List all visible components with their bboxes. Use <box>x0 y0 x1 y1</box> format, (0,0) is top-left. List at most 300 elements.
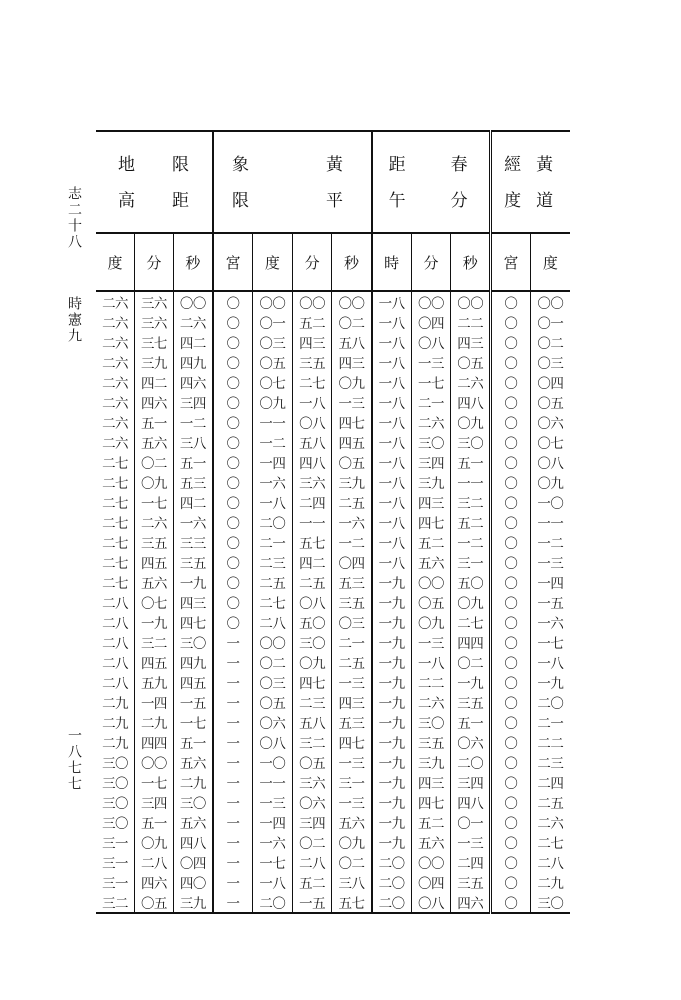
table-cell: 二〇 <box>372 852 412 872</box>
table-cell: 〇九 <box>332 832 372 852</box>
table-cell: 四六 <box>173 372 213 392</box>
table-cell: 一九 <box>372 712 412 732</box>
table-cell: 〇 <box>213 312 253 332</box>
table-cell: 三五 <box>411 732 451 752</box>
table-cell: 三九 <box>135 352 174 372</box>
table-cell: 二六 <box>411 412 451 432</box>
table-cell: 一三 <box>332 792 372 812</box>
table-cell: 〇 <box>491 332 531 352</box>
table-cell: 〇 <box>491 752 531 772</box>
table-cell: 〇九 <box>451 592 491 612</box>
table-cell: 二八 <box>102 616 129 632</box>
group-char: 限 <box>172 155 189 175</box>
table-cell: 二七 <box>530 832 570 852</box>
table-row <box>96 772 570 792</box>
group-char: 經 <box>504 155 521 175</box>
table-cell: 〇八 <box>411 332 451 352</box>
table-cell: 二八 <box>135 852 174 872</box>
table-cell: 〇〇 <box>292 291 332 312</box>
table-cell: 一九 <box>372 812 412 832</box>
table-row <box>96 812 570 832</box>
group-header-quadrant <box>213 131 372 233</box>
table-cell: 一六 <box>530 612 570 632</box>
table-cell: 五一 <box>135 812 174 832</box>
table-cell: 二六 <box>102 316 129 332</box>
table-cell: 二五 <box>332 492 372 512</box>
table-cell: 一八 <box>530 652 570 672</box>
column-header: 秒 <box>173 233 213 291</box>
table-cell: 三〇 <box>530 892 570 913</box>
table-cell: 〇 <box>491 432 531 452</box>
table-cell: 四三 <box>411 772 451 792</box>
table-cell: 二三 <box>292 692 332 712</box>
table-cell: 〇 <box>213 432 253 452</box>
table-cell: 五二 <box>411 532 451 552</box>
table-row <box>96 452 570 472</box>
table-cell: 二八 <box>102 676 129 692</box>
table-cell: 四三 <box>173 592 213 612</box>
table-cell: 五二 <box>292 872 332 892</box>
table-cell: 五二 <box>292 312 332 332</box>
table-cell: 〇 <box>491 852 531 872</box>
group-char: 平 <box>325 191 343 211</box>
column-header: 分 <box>135 233 174 291</box>
table-cell: 二一 <box>411 392 451 412</box>
table-cell: 〇六 <box>292 792 332 812</box>
table-row <box>96 672 570 692</box>
table-cell: 三五 <box>135 532 174 552</box>
table-row <box>96 492 570 512</box>
table-cell: 一 <box>213 632 253 652</box>
table-cell: 五六 <box>173 812 213 832</box>
table-cell: 四三 <box>332 352 372 372</box>
table-cell: 一二 <box>173 412 213 432</box>
table-cell: 一九 <box>530 672 570 692</box>
table-row <box>96 732 570 752</box>
table-cell: 〇 <box>213 532 253 552</box>
margin-section-label: 時憲九 <box>66 296 82 344</box>
table-row <box>96 552 570 572</box>
table-cell: 〇 <box>491 812 531 832</box>
table-cell: 〇二 <box>135 452 174 472</box>
table-cell: 二一 <box>530 712 570 732</box>
table-cell: 一 <box>213 652 253 672</box>
table-cell: 〇 <box>213 291 253 312</box>
table-cell: 〇五 <box>530 392 570 412</box>
table-cell: 〇九 <box>135 832 174 852</box>
table-cell: 一 <box>213 792 253 812</box>
table-cell: 五一 <box>173 452 213 472</box>
table-cell: 一四 <box>530 572 570 592</box>
table-cell: 一 <box>213 872 253 892</box>
table-cell: 〇二 <box>332 312 372 332</box>
table-cell: 三五 <box>332 592 372 612</box>
table-cell: 二六 <box>102 356 129 372</box>
table-cell: 〇 <box>491 772 531 792</box>
table-cell: 二八 <box>102 656 129 672</box>
table-row <box>96 612 570 632</box>
group-char: 象 <box>231 155 249 175</box>
table-cell: 一八 <box>372 291 412 312</box>
table-cell: 二五 <box>530 792 570 812</box>
table-cell: 二七 <box>102 536 129 552</box>
group-char: 距 <box>172 191 189 211</box>
table-row <box>96 432 570 452</box>
table-row <box>96 372 570 392</box>
table-cell: 一 <box>213 752 253 772</box>
table-cell: 〇 <box>491 512 531 532</box>
table-row <box>96 632 570 652</box>
table-cell: 三〇 <box>173 632 213 652</box>
table-cell: 三四 <box>173 392 213 412</box>
table-cell: 〇 <box>491 392 531 412</box>
table-cell: 〇三 <box>530 352 570 372</box>
table-cell: 〇九 <box>292 652 332 672</box>
table-cell: 五六 <box>135 572 174 592</box>
table-cell: 〇 <box>491 872 531 892</box>
table-cell: 四七 <box>332 732 372 752</box>
group-char: 黃 <box>325 155 343 175</box>
table-cell: 一七 <box>135 772 174 792</box>
table-cell: 二一 <box>253 532 293 552</box>
table-cell: 〇八 <box>530 452 570 472</box>
table-cell: 一九 <box>372 792 412 812</box>
table-cell: 二九 <box>102 736 129 752</box>
table-body <box>96 291 570 913</box>
table-cell: 三五 <box>451 692 491 712</box>
table-cell: 四五 <box>135 652 174 672</box>
table-cell: 一 <box>213 712 253 732</box>
table-cell: 一八 <box>292 392 332 412</box>
table-cell: 四七 <box>173 612 213 632</box>
table-cell: 五二 <box>451 512 491 532</box>
table-row <box>96 291 570 312</box>
table-cell: 二二 <box>451 312 491 332</box>
table-cell: 三二 <box>292 732 332 752</box>
table-cell: 〇七 <box>135 592 174 612</box>
table-cell: 一八 <box>372 372 412 392</box>
table-cell: 三四 <box>135 792 174 812</box>
table-cell: 一 <box>213 832 253 852</box>
table-cell: 二六 <box>102 336 129 352</box>
table-cell: 一六 <box>332 512 372 532</box>
table-cell: 四八 <box>451 792 491 812</box>
table-cell: 一七 <box>135 492 174 512</box>
group-header-row <box>96 131 570 233</box>
table-cell: 四三 <box>332 692 372 712</box>
column-header: 度 <box>530 233 570 291</box>
table-cell: 〇 <box>491 652 531 672</box>
table-cell: 五六 <box>411 552 451 572</box>
table-cell: 二六 <box>173 312 213 332</box>
table-cell: 五七 <box>332 892 372 913</box>
table-cell: 一四 <box>253 812 293 832</box>
table-cell: 〇一 <box>530 312 570 332</box>
table-cell: 一二 <box>451 532 491 552</box>
group-char: 黃 <box>536 155 553 175</box>
table-cell: 〇〇 <box>332 291 372 312</box>
table-cell: 〇四 <box>411 312 451 332</box>
table-cell: 五三 <box>332 712 372 732</box>
column-header: 度 <box>96 233 135 291</box>
table-cell: 二二 <box>530 732 570 752</box>
column-header: 秒 <box>332 233 372 291</box>
table-cell: 一四 <box>253 452 293 472</box>
table-cell: 一八 <box>372 332 412 352</box>
table-cell: 三一 <box>332 772 372 792</box>
group-char: 午 <box>388 191 406 211</box>
table-cell: 二三 <box>253 552 293 572</box>
column-header: 度 <box>253 233 293 291</box>
table-cell: 〇 <box>491 291 531 312</box>
table-cell: 四六 <box>135 872 174 892</box>
table-cell: 〇 <box>491 592 531 612</box>
table-cell: 三六 <box>292 472 332 492</box>
table-cell: 五八 <box>292 432 332 452</box>
table-cell: 五八 <box>292 712 332 732</box>
table-cell: 五六 <box>411 832 451 852</box>
table-cell: 一三 <box>332 672 372 692</box>
table-cell: 〇 <box>491 612 531 632</box>
table-cell: 〇一 <box>253 312 293 332</box>
table-cell: 〇七 <box>253 372 293 392</box>
table-cell: 三四 <box>451 772 491 792</box>
table-cell: 一七 <box>411 372 451 392</box>
table-cell: 一二 <box>332 532 372 552</box>
table-cell: 一一 <box>451 472 491 492</box>
table-cell: 二九 <box>135 712 174 732</box>
table-cell: 一七 <box>253 852 293 872</box>
table-row <box>96 872 570 892</box>
table-cell: 五一 <box>173 732 213 752</box>
table-cell: 〇〇 <box>411 291 451 312</box>
table-cell: 〇 <box>213 572 253 592</box>
table-cell: 〇 <box>491 732 531 752</box>
table-cell: 一九 <box>372 732 412 752</box>
table-cell: 〇四 <box>173 852 213 872</box>
table-cell: 一九 <box>372 832 412 852</box>
table-cell: 三六 <box>135 312 174 332</box>
table-row <box>96 892 570 913</box>
table-row <box>96 352 570 372</box>
table-cell: 〇〇 <box>411 572 451 592</box>
group-header-equinox-distance <box>372 131 491 233</box>
table-cell: 一九 <box>372 632 412 652</box>
column-header-row <box>96 233 570 291</box>
table-cell: 一三 <box>411 632 451 652</box>
table-cell: 四二 <box>292 552 332 572</box>
table-cell: 四五 <box>173 672 213 692</box>
group-char: 度 <box>504 191 521 211</box>
table-row <box>96 592 570 612</box>
table-cell: 三〇 <box>102 796 129 812</box>
table-cell: 〇三 <box>253 672 293 692</box>
table-cell: 二六 <box>411 692 451 712</box>
table-cell: 二四 <box>530 772 570 792</box>
table-cell: 二三 <box>530 752 570 772</box>
table-row <box>96 712 570 732</box>
table-cell: 〇 <box>213 552 253 572</box>
table-cell: 二八 <box>102 636 129 652</box>
table-cell: 一三 <box>253 792 293 812</box>
table-cell: 一五 <box>173 692 213 712</box>
table-cell: 三九 <box>332 472 372 492</box>
table-cell: 〇 <box>491 712 531 732</box>
table-cell: 〇一 <box>451 812 491 832</box>
table-cell: 一八 <box>372 352 412 372</box>
table-cell: 〇九 <box>451 412 491 432</box>
table-cell: 〇 <box>491 312 531 332</box>
table-cell: 一九 <box>372 572 412 592</box>
table-cell: 〇三 <box>332 612 372 632</box>
table-cell: 一九 <box>372 592 412 612</box>
table-cell: 二七 <box>451 612 491 632</box>
table-cell: 二五 <box>332 652 372 672</box>
table-cell: 三五 <box>292 352 332 372</box>
table-row <box>96 692 570 712</box>
table-cell: 〇 <box>491 892 531 913</box>
group-header-ecliptic-longitude <box>491 131 570 233</box>
table-cell: 一八 <box>372 392 412 412</box>
table-cell: 一 <box>213 692 253 712</box>
table-cell: 三一 <box>102 876 129 892</box>
table-cell: 一六 <box>253 472 293 492</box>
table-cell: 〇〇 <box>411 852 451 872</box>
table-cell: 五八 <box>332 332 372 352</box>
table-cell: 三〇 <box>173 792 213 812</box>
table-cell: 〇 <box>491 492 531 512</box>
table-row <box>96 392 570 412</box>
table-cell: 〇 <box>491 552 531 572</box>
table-cell: 一八 <box>253 872 293 892</box>
table-cell: 五三 <box>173 472 213 492</box>
table-cell: 五二 <box>411 812 451 832</box>
table-cell: 五六 <box>332 812 372 832</box>
table-row <box>96 852 570 872</box>
table-cell: 一五 <box>292 892 332 913</box>
table-cell: 三四 <box>292 812 332 832</box>
table-row <box>96 752 570 772</box>
table-cell: 〇八 <box>253 732 293 752</box>
table-cell: 四四 <box>135 732 174 752</box>
table-row <box>96 312 570 332</box>
group-char: 地 <box>118 155 135 175</box>
table-cell: 〇〇 <box>253 632 293 652</box>
table-cell: 二四 <box>292 492 332 512</box>
table-cell: 三五 <box>173 552 213 572</box>
table-cell: 四四 <box>451 632 491 652</box>
table-cell: 〇 <box>213 472 253 492</box>
table-cell: 三九 <box>411 752 451 772</box>
table-cell: 一八 <box>372 432 412 452</box>
group-header-horizon-altitude <box>96 131 213 233</box>
table-cell: 四八 <box>173 832 213 852</box>
table-cell: 二六 <box>451 372 491 392</box>
table-cell: 一一 <box>292 512 332 532</box>
table-cell: 一一 <box>530 512 570 532</box>
table-cell: 三四 <box>411 452 451 472</box>
table-cell: 三〇 <box>411 712 451 732</box>
group-char: 分 <box>450 191 468 211</box>
table-cell: 二〇 <box>372 892 412 913</box>
table-cell: 二八 <box>102 596 129 612</box>
table-cell: 一一 <box>253 412 293 432</box>
table-cell: 二八 <box>292 852 332 872</box>
table-cell: 一九 <box>451 672 491 692</box>
table-cell: 〇九 <box>332 372 372 392</box>
table-cell: 三七 <box>135 332 174 352</box>
table-cell: 五一 <box>451 452 491 472</box>
table-cell: 一三 <box>411 352 451 372</box>
table-cell: 三五 <box>451 872 491 892</box>
table-cell: 四二 <box>135 372 174 392</box>
table-cell: 〇五 <box>332 452 372 472</box>
group-char: 距 <box>388 155 406 175</box>
table-cell: 五〇 <box>292 612 332 632</box>
table-cell: 〇 <box>213 592 253 612</box>
table-cell: 二〇 <box>530 692 570 712</box>
table-cell: 〇 <box>491 352 531 372</box>
table-cell: 一九 <box>372 752 412 772</box>
table-cell: 一 <box>213 892 253 913</box>
table-cell: 一 <box>213 672 253 692</box>
table-cell: 四八 <box>292 452 332 472</box>
table-cell: 一 <box>213 732 253 752</box>
table-cell: 二〇 <box>372 872 412 892</box>
table-cell: 四三 <box>411 492 451 512</box>
table-cell: 一六 <box>253 832 293 852</box>
table-row <box>96 532 570 552</box>
table-cell: 四〇 <box>173 872 213 892</box>
table-cell: 二九 <box>102 716 129 732</box>
table-cell: 〇二 <box>530 332 570 352</box>
table-cell: 一七 <box>173 712 213 732</box>
table-cell: 四九 <box>173 352 213 372</box>
table-cell: 四三 <box>451 332 491 352</box>
table-cell: 二九 <box>530 872 570 892</box>
table-cell: 〇〇 <box>173 291 213 312</box>
table-cell: 一三 <box>530 552 570 572</box>
table-cell: 五六 <box>135 432 174 452</box>
table-cell: 二九 <box>173 772 213 792</box>
table-cell: 一〇 <box>253 752 293 772</box>
table-cell: 三〇 <box>411 432 451 452</box>
table-cell: 〇四 <box>332 552 372 572</box>
table-cell: 〇九 <box>135 472 174 492</box>
table-cell: 二六 <box>135 512 174 532</box>
table-cell: 五六 <box>173 752 213 772</box>
table-cell: 二七 <box>102 556 129 572</box>
table-cell: 一 <box>213 852 253 872</box>
table-cell: 〇 <box>491 692 531 712</box>
table-cell: 二〇 <box>253 512 293 532</box>
table-cell: 〇 <box>491 372 531 392</box>
table-cell: 二六 <box>102 396 129 412</box>
column-header: 分 <box>292 233 332 291</box>
group-char: 春 <box>450 155 468 175</box>
table-cell: 〇七 <box>530 432 570 452</box>
ephemeris-table <box>96 130 570 914</box>
table-cell: 四二 <box>173 492 213 512</box>
table-cell: 〇二 <box>451 652 491 672</box>
table-cell: 三〇 <box>102 756 129 772</box>
table-cell: 一七 <box>530 632 570 652</box>
table-cell: 二六 <box>102 376 129 392</box>
table-cell: 四九 <box>173 652 213 672</box>
table-cell: 一九 <box>372 772 412 792</box>
table-cell: 一九 <box>372 672 412 692</box>
table-cell: 一九 <box>135 612 174 632</box>
